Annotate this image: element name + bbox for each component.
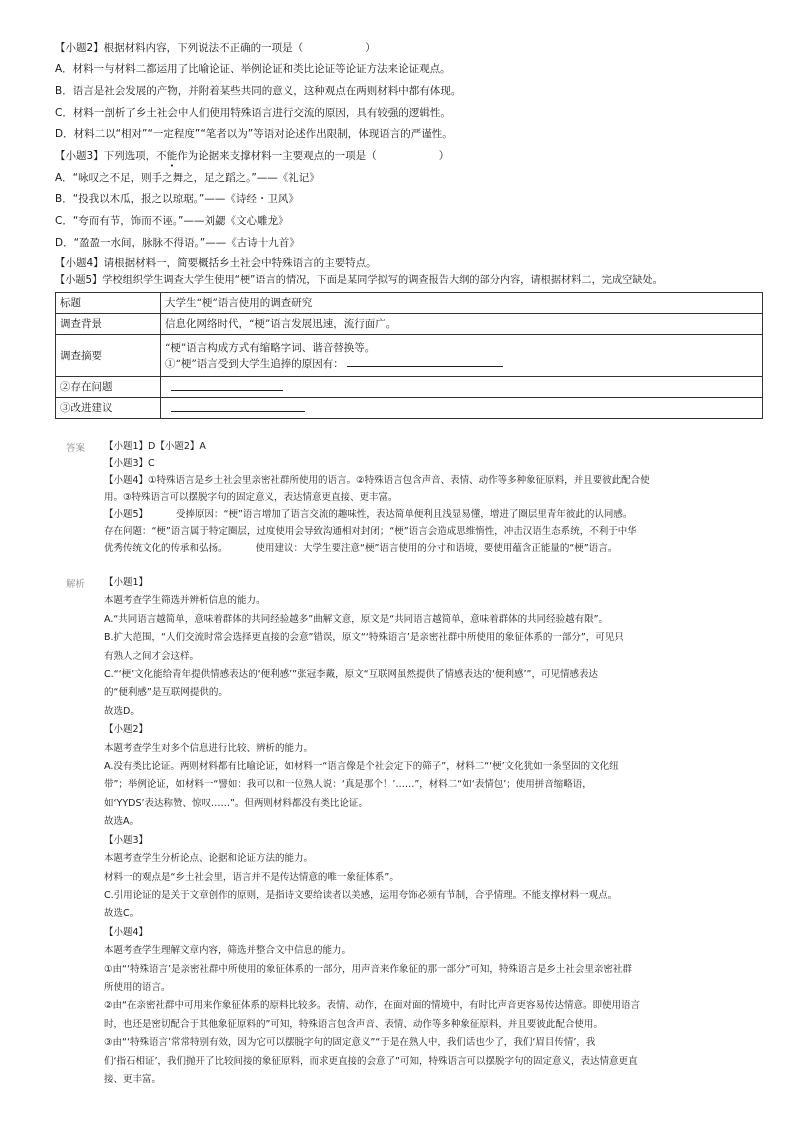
- q3-option-a: A．“咏叹之不足，则手之舞之，足之蹈之。”——《礼记》: [55, 172, 320, 184]
- row-content-suggestions: [161, 398, 763, 419]
- q5-stem: 【小题5】学校组织学生调查大学生使用“梗”语言的情况，下面是某同学拟写的调查报告大纲的部分内容，请根据材料二，完成空缺处。: [55, 275, 663, 286]
- q2-option-a: A．材料一与材料二都运用了比喻论证、举例论证和类比论证等论证方法来论证观点。: [55, 63, 451, 75]
- table-row: [56, 335, 763, 377]
- emphasis-dot: 能: [166, 150, 178, 162]
- survey-outline-table: [55, 292, 763, 419]
- row-content-title: 大学生“梗”语言使用的调查研究: [161, 293, 763, 314]
- answer-blank-line[interactable]: [171, 400, 305, 412]
- q2-option-c: C．材料一剖析了乡土社会中人们使用特殊语言进行交流的原因，具有较强的逻辑性。: [55, 107, 451, 119]
- row-content-background: 信息化网络时代，“梗”语言发展迅速，流行面广。: [161, 314, 763, 335]
- q3-stem: 【小题3】下列选项，不能作为论据来支撑材料一主要观点的一项是（ ）: [55, 150, 450, 162]
- analysis-block: 【小题1】 本题考查学生筛选并辨析信息的能力。 A.“共同语言越简单，意味着群体的共同经验越多”曲解文意，原文是“共同语言越简单，意味着群体的共同经验越有限”。 B.扩大范围，“人们交流时常会选择更直接的会意”错误，原文“‘特殊语言’是亲密社群中所使用的象征体系的一部分”，可见只 有熟人之间才会这样。 C.“‘梗’文化能给青年提供情感表达的‘便利感’”张冠李戴，原文“互联网虽然提供了情感表达的‘便利感’”，可见情感表达 的“便利感”是互联网提供的。 故选D。 【小题2】 本题考查学生对多个信息进行比较、辨析的能力。 A.没有类比论证。两则材料都有比喻论证，如材料一“语言像是个社会定下的筛子”，材料二“‘梗’文化犹如一条坚固的文化纽 带”；举例论证，如材料一“譬如：我可以和一位熟人说：‘真是那个！’……”，材料二“如‘表情包’；使用拼音缩略语， 如‘YYDS’表达称赞、惊叹……”。但两则材料都没有类比论证。 故选A。 【小题3】 本题考查学生分析论点、论据和论证方法的能力。 材料一的观点是“乡土社会里，语言并不是传达情意的唯一象征体系”。 C.引用论证的是关于文章创作的原则，是指诗文要给读者以美感，运用夸饰必须有节制，合乎情理。不能支撑材料一观点。 故选C。 【小题4】 本题考查学生理解文章内容，筛选并整合文中信息的能力。 ①由“‘特殊语言’是亲密社群中所使用的象征体系的一部分，用声音来作象征的那一部分”可知，特殊语言是乡土社会里亲密社群 所使用的语言。 ②由“在亲密社群中可用来作象征体系的原料比较多。表情、动作，在面对面的情境中，有时比声音更容易传达情意。即使用语言 时，也还是密切配合于其他象征原料的”可知，特殊语言包含声音、表情、动作等多种象征原料，并且要彼此配合使用。 ③由“‘特殊语言’常常特别有效，因为它可以摆脱字句的固定意义”“于是在熟人中，我们话也少了，我们‘眉目传情’，我 们‘指石相证’，我们抛开了比较间接的象征原料，而求更直接的会意了”可知，特殊语言可以摆脱字句的固定意义，表达情意更直 接、更丰富。: [104, 577, 640, 1085]
- q3-option-b: B．“投我以木瓜，报之以琼琚。”——《诗经・卫风》: [55, 193, 299, 205]
- answer-tag: 答案: [66, 443, 86, 454]
- analysis-tag: 解析: [66, 579, 86, 590]
- q2-stem: 【小题2】根据材料内容，下列说法不正确的一项是（ ）: [55, 42, 376, 54]
- row-label-problems: ②存在问题: [56, 377, 161, 398]
- row-content-summary: “梗”语言构成方式有缩略字词、谐音替换等。 ①“梗”语言受到大学生追捧的原因有：: [161, 335, 763, 377]
- row-label-suggestions: ③改进建议: [56, 398, 161, 419]
- answer-blank-line[interactable]: [347, 355, 503, 367]
- table-row: [56, 377, 763, 398]
- row-label-summary: 调查摘要: [56, 335, 161, 377]
- row-label-title: 标题: [56, 293, 161, 314]
- table-row: [56, 398, 763, 419]
- row-content-problems: [161, 377, 763, 398]
- table-row: [56, 314, 763, 335]
- table-row: [56, 293, 763, 314]
- q3-option-c: C．“夸而有节，饰而不诬。”——刘勰《文心雕龙》: [55, 215, 289, 227]
- answer-blank-line[interactable]: [171, 379, 283, 391]
- q4-stem: 【小题4】请根据材料一，简要概括乡土社会中特殊语言的主要特点。: [55, 257, 377, 269]
- q2-option-b: B．语言是社会发展的产物，并附着某些共同的意义，这种观点在两则材料中都有体现。: [55, 85, 462, 97]
- answer-block: 【小题1】D【小题2】A 【小题3】C 【小题4】①特殊语言是乡土社会里亲密社群所使用的语言。②特殊语言包含声音、表情、动作等多种象征原料，并且要彼此配合使 用。③特殊语言可以摆脱字句的固定意义，表达情意更直接、更丰富。 【小题5】 受捧原因：“梗”语言增加了语言交流的趣味性，表达简单便利且浅显易懂，增进了圈层里青年彼此的认同感。 存在问题：“梗”语言属于特定圈层，过度使用会导致沟通相对封闭；“梗”语言会造成思维惰性，冲击汉语生态系统，不利于中华 优秀传统文化的传承和弘扬。 使用建议：大学生要注意“梗”语言使用的分寸和语境，要使用蕴含正能量的“梗”语言。: [104, 441, 650, 554]
- q2-option-d: D．材料二以“相对”“一定程度”“笔者以为”等语对论述作出限制，体现语言的严谨性。: [55, 128, 453, 140]
- q3-option-d: D．“盈盈一水间，脉脉不得语。”——《古诗十九首》: [55, 237, 300, 249]
- row-label-background: 调查背景: [56, 314, 161, 335]
